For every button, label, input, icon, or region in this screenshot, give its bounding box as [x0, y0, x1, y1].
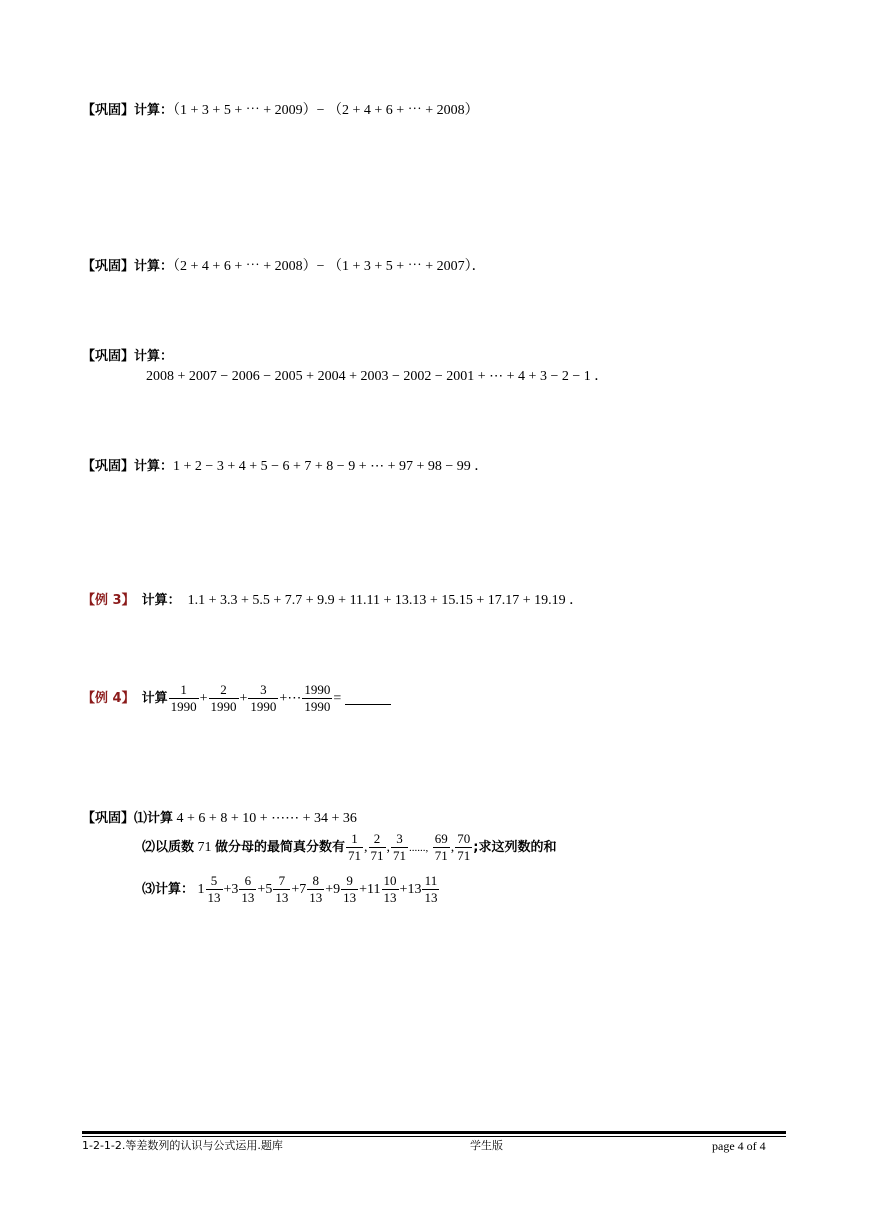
problem-4 — [82, 458, 488, 476]
fraction: $\frac{70}{71}$ — [457, 831, 471, 864]
problem-expression: （1 + 3 + 5 + ⋯ + 2009）− （2 + 4 + 6 + ⋯ + 2008） — [173, 103, 479, 118]
problem-label: 计算 — [141, 691, 168, 706]
fraction: $\frac{5}{13}$ — [207, 873, 221, 906]
fraction: $\frac{1990}{1990}$ — [304, 682, 331, 715]
problem-label: 计算： — [141, 593, 181, 608]
problem-3-expression-line — [146, 368, 608, 386]
problem-tag: 【巩固】 — [82, 103, 135, 118]
fraction: $\frac{11}{13}$ — [424, 873, 438, 906]
problem-tag: 【巩固】 — [82, 349, 135, 364]
consolidation-part-1 — [82, 810, 357, 828]
problem-label: 计算： — [134, 349, 174, 364]
consolidation-part-3: ⑶计算： 1 $\frac{5}{13}$ +3 $\frac{6}{13}$ +5 $\frac{7}{13}$ +7 $\frac{8}{13}$ +9 $\frac{9}{13}$ +11 $\frac{10}{13}$ +13 $\frac{11}{13}$ — [142, 873, 438, 906]
part-label: ⑶计算： — [142, 882, 195, 897]
fraction: $\frac{2}{1990}$ — [210, 682, 237, 715]
fraction: $\frac{9}{13}$ — [343, 873, 357, 906]
problem-3 — [82, 348, 173, 366]
fraction: $\frac{8}{13}$ — [309, 873, 323, 906]
fraction: $\frac{1}{71}$ — [348, 831, 362, 864]
footer-center: 学生版 — [470, 1139, 503, 1152]
footer-page-number: page 4 of 4 — [712, 1139, 766, 1153]
fraction: $\frac{10}{13}$ — [383, 873, 397, 906]
problem-1 — [82, 102, 479, 120]
fraction: $\frac{1}{1990}$ — [170, 682, 197, 715]
part-expression: 4 + 6 + 8 + 10 + ⋯⋯ + 34 + 36 — [176, 811, 357, 826]
fraction: $\frac{6}{13}$ — [241, 873, 255, 906]
problem-tag: 【巩固】 — [82, 259, 135, 274]
problem-expression: 1 + 2 − 3 + 4 + 5 − 6 + 7 + 8 − 9 + ⋯ + 97 + 98 − 99 ． — [173, 459, 489, 474]
example-4: 【例 4】 计算 $\frac{1}{1990}$ + $\frac{2}{1990}$ + $\frac{3}{1990}$ +⋯ $\frac{1990}{1990}$ = — [82, 682, 391, 716]
problem-expression: （2 + 4 + 6 + ⋯ + 2008）− （1 + 3 + 5 + ⋯ + 2007）． — [173, 259, 486, 274]
problem-tag: 【巩固】 — [82, 811, 135, 826]
consolidation-part-2: ⑵以质数 71 做分母的最简真分数有 $\frac{1}{71}$ , $\frac{2}{71}$ , $\frac{3}{71}$ ......, $\frac{69}{71}$ , $\frac{70}{71}$ ;求这列数的和 — [142, 831, 557, 864]
footer-rule — [82, 1131, 786, 1134]
problem-expression: 2008 + 2007 − 2006 − 2005 + 2004 + 2003 − 2002 − 2001 + ⋯ + 4 + 3 − 2 − 1 ． — [146, 369, 609, 384]
problem-tag: 【例 3】 — [82, 593, 135, 608]
example-3 — [82, 592, 583, 610]
fraction: $\frac{3}{1990}$ — [250, 682, 277, 715]
part-label: ⑵以质数 — [142, 840, 195, 855]
problem-label: 计算： — [134, 459, 174, 474]
problem-label: 计算： — [134, 103, 174, 118]
problem-label: 计算： — [134, 259, 174, 274]
answer-blank — [345, 692, 391, 705]
fraction: $\frac{3}{71}$ — [393, 831, 407, 864]
footer-left: 1-2-1-2.等差数列的认识与公式运用.题库 — [82, 1139, 283, 1152]
fraction: $\frac{2}{71}$ — [370, 831, 384, 864]
fraction: $\frac{7}{13}$ — [275, 873, 289, 906]
fraction: $\frac{69}{71}$ — [434, 831, 448, 864]
problem-tag: 【例 4】 — [82, 691, 135, 706]
problem-2 — [82, 258, 486, 276]
problem-expression: 1.1 + 3.3 + 5.5 + 7.7 + 9.9 + 11.11 + 13.13 + 15.15 + 17.17 + 19.19 ． — [187, 593, 584, 608]
part-label: ⑴计算 — [134, 811, 174, 826]
problem-tag: 【巩固】 — [82, 459, 135, 474]
footer-rule — [82, 1136, 786, 1137]
